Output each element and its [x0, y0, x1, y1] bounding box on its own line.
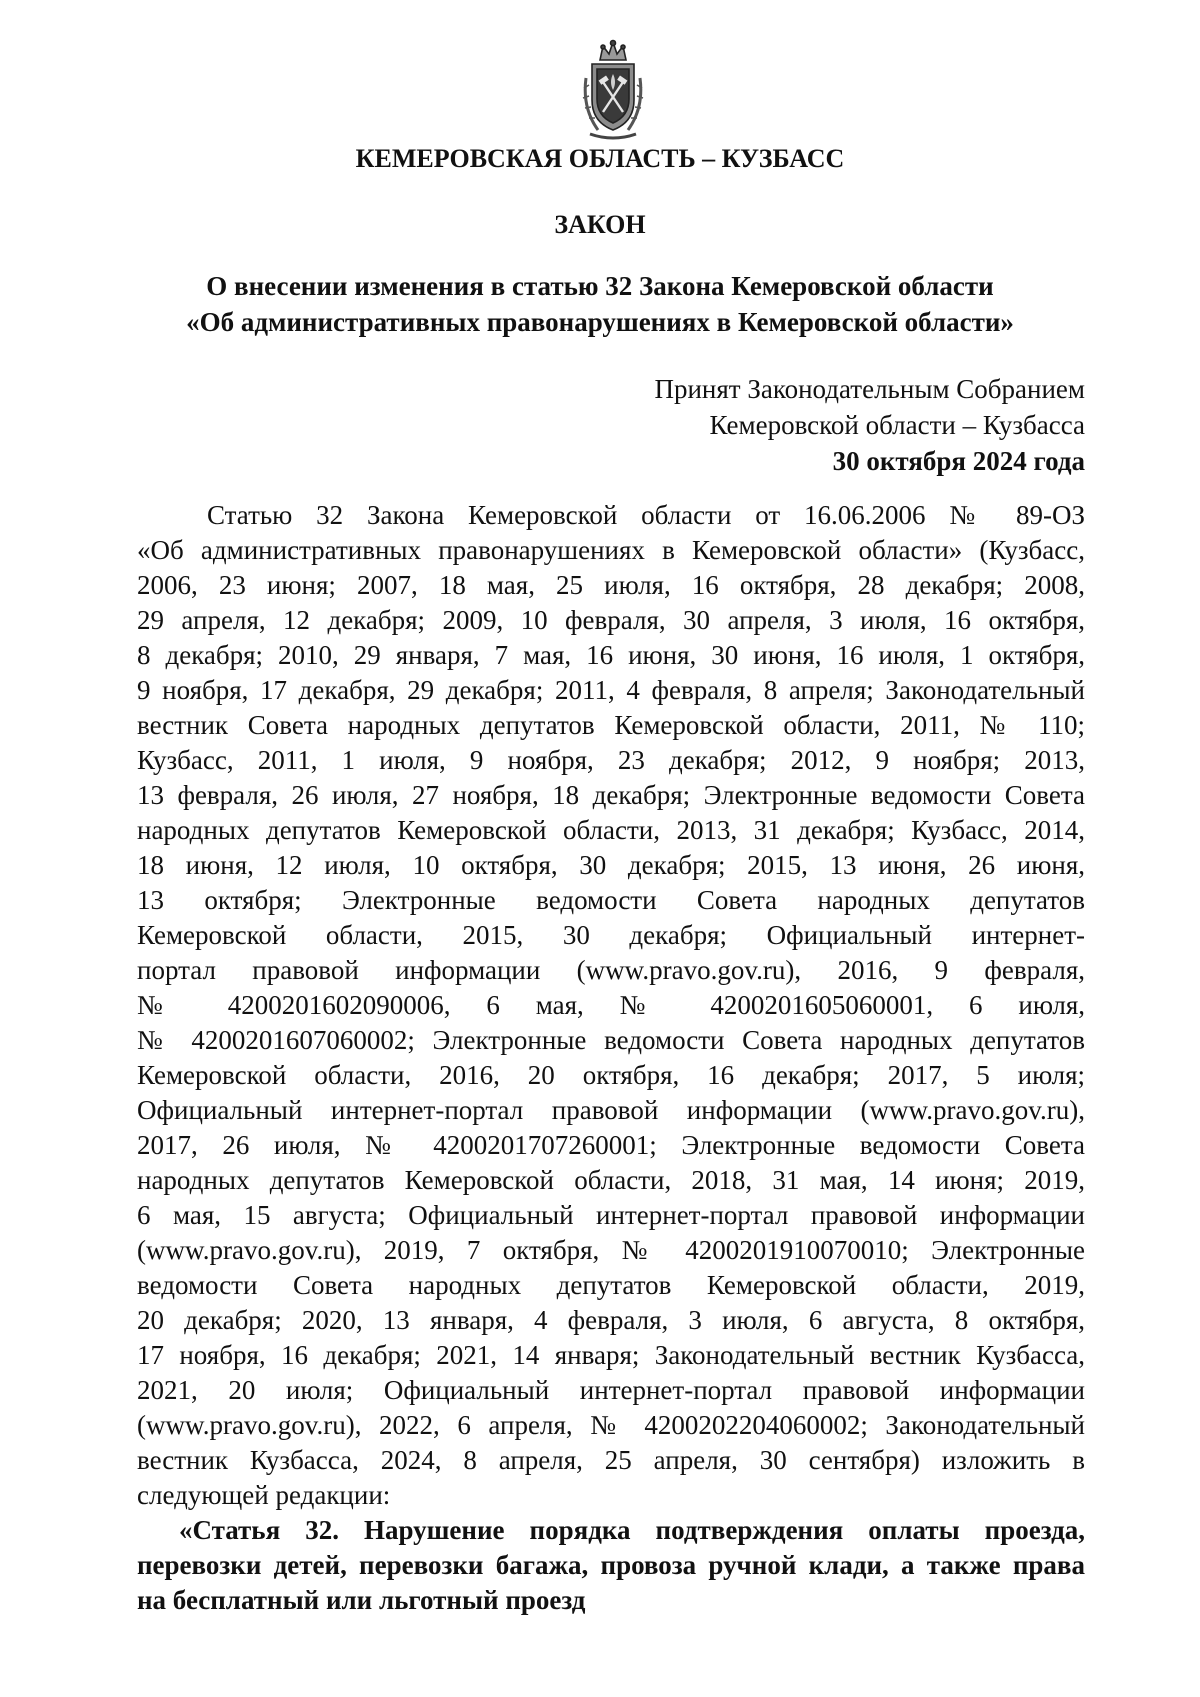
coat-of-arms-icon — [578, 38, 648, 142]
coat-of-arms-emblem — [578, 38, 648, 142]
body-line: Кемеровской области, 2015, 30 декабря; Официальный интернет- — [137, 920, 1085, 950]
body-line: (www.pravo.gov.ru), 2022, 6 апреля, № 4200202204060002; Законодательный — [137, 1410, 1085, 1440]
body-line: 29 апреля, 12 декабря; 2009, 10 февраля, 30 апреля, 3 июля, 16 октября, — [137, 605, 1085, 635]
adoption-block — [525, 371, 1085, 479]
body-line: следующей редакции: — [137, 1480, 391, 1510]
body-line: вестник Кузбасса, 2024, 8 апреля, 25 апреля, 30 сентября) изложить в — [137, 1445, 1085, 1475]
region-heading: КЕМЕРОВСКАЯ ОБЛАСТЬ – КУЗБАСС — [355, 144, 845, 173]
body-line: 8 декабря; 2010, 29 января, 7 мая, 16 июня, 30 июня, 16 июля, 1 октября, — [137, 640, 1085, 670]
body-line: 18 июня, 12 июля, 10 октября, 30 декабря; 2015, 13 июня, 26 июня, — [137, 850, 1085, 880]
body-line: 6 мая, 15 августа; Официальный интернет-портал правовой информации — [137, 1200, 1085, 1230]
body-line: народных депутатов Кемеровской области, 2018, 31 мая, 14 июня; 2019, — [137, 1165, 1085, 1195]
body-line: 2006, 23 июня; 2007, 18 мая, 25 июля, 16 октября, 28 декабря; 2008, — [137, 570, 1085, 600]
body-line: № 4200201607060002; Электронные ведомости Совета народных депутатов — [137, 1025, 1085, 1055]
law-title-line-1: О внесении изменения в статью 32 Закона Кемеровской области — [206, 271, 994, 301]
body-line: народных депутатов Кемеровской области, 2013, 31 декабря; Кузбасс, 2014, — [137, 815, 1085, 845]
body-line: (www.pravo.gov.ru), 2019, 7 октября, № 4200201910070010; Электронные — [137, 1235, 1085, 1265]
article-heading-line: на бесплатный или льготный проезд — [137, 1585, 586, 1615]
body-line: Кузбасс, 2011, 1 июля, 9 ноября, 23 декабря; 2012, 9 ноября; 2013, — [137, 745, 1085, 775]
body-line: 17 ноября, 16 декабря; 2021, 14 января; Законодательный вестник Кузбасса, — [137, 1340, 1085, 1370]
law-title-line-2: «Об административных правонарушениях в Кемеровской области» — [186, 307, 1014, 337]
law-body — [137, 498, 1085, 1618]
document-type-heading: ЗАКОН — [554, 210, 646, 239]
body-line: 2017, 26 июля, № 4200201707260001; Электронные ведомости Совета — [137, 1130, 1085, 1160]
body-line: № 4200201602090006, 6 мая, № 4200201605060001, 6 июля, — [137, 990, 1085, 1020]
adoption-line-1: Принят Законодательным Собранием — [654, 374, 1085, 404]
body-line: 13 октября; Электронные ведомости Совета народных депутатов — [137, 885, 1085, 915]
body-line: вестник Совета народных депутатов Кемеровской области, 2011, № 110; — [137, 710, 1085, 740]
body-line: «Об административных правонарушениях в Кемеровской области» (Кузбасс, — [137, 535, 1085, 565]
article-heading-line: «Статья 32. Нарушение порядка подтверждения оплаты проезда, — [179, 1515, 1085, 1545]
adoption-line-2: Кемеровской области – Кузбасса — [709, 410, 1085, 440]
body-line: 20 декабря; 2020, 13 января, 4 февраля, 3 июля, 6 августа, 8 октября, — [137, 1305, 1085, 1335]
article-heading-line: перевозки детей, перевозки багажа, провоза ручной клади, а также права — [137, 1550, 1085, 1580]
body-line: 2021, 20 июля; Официальный интернет-портал правовой информации — [137, 1375, 1085, 1405]
body-line: портал правовой информации (www.pravo.gov.ru), 2016, 9 февраля, — [137, 955, 1085, 985]
body-line: ведомости Совета народных депутатов Кемеровской области, 2019, — [137, 1270, 1085, 1300]
body-line: Статью 32 Закона Кемеровской области от 16.06.2006 № 89-ОЗ — [207, 500, 1085, 530]
adoption-date: 30 октября 2024 года — [832, 446, 1085, 476]
body-line: Официальный интернет-портал правовой информации (www.pravo.gov.ru), — [137, 1095, 1085, 1125]
body-line: Кемеровской области, 2016, 20 октября, 16 декабря; 2017, 5 июля; — [137, 1060, 1085, 1090]
body-line: 9 ноября, 17 декабря, 29 декабря; 2011, 4 февраля, 8 апреля; Законодательный — [137, 675, 1085, 705]
body-line: 13 февраля, 26 июля, 27 ноября, 18 декабря; Электронные ведомости Совета — [137, 780, 1085, 810]
